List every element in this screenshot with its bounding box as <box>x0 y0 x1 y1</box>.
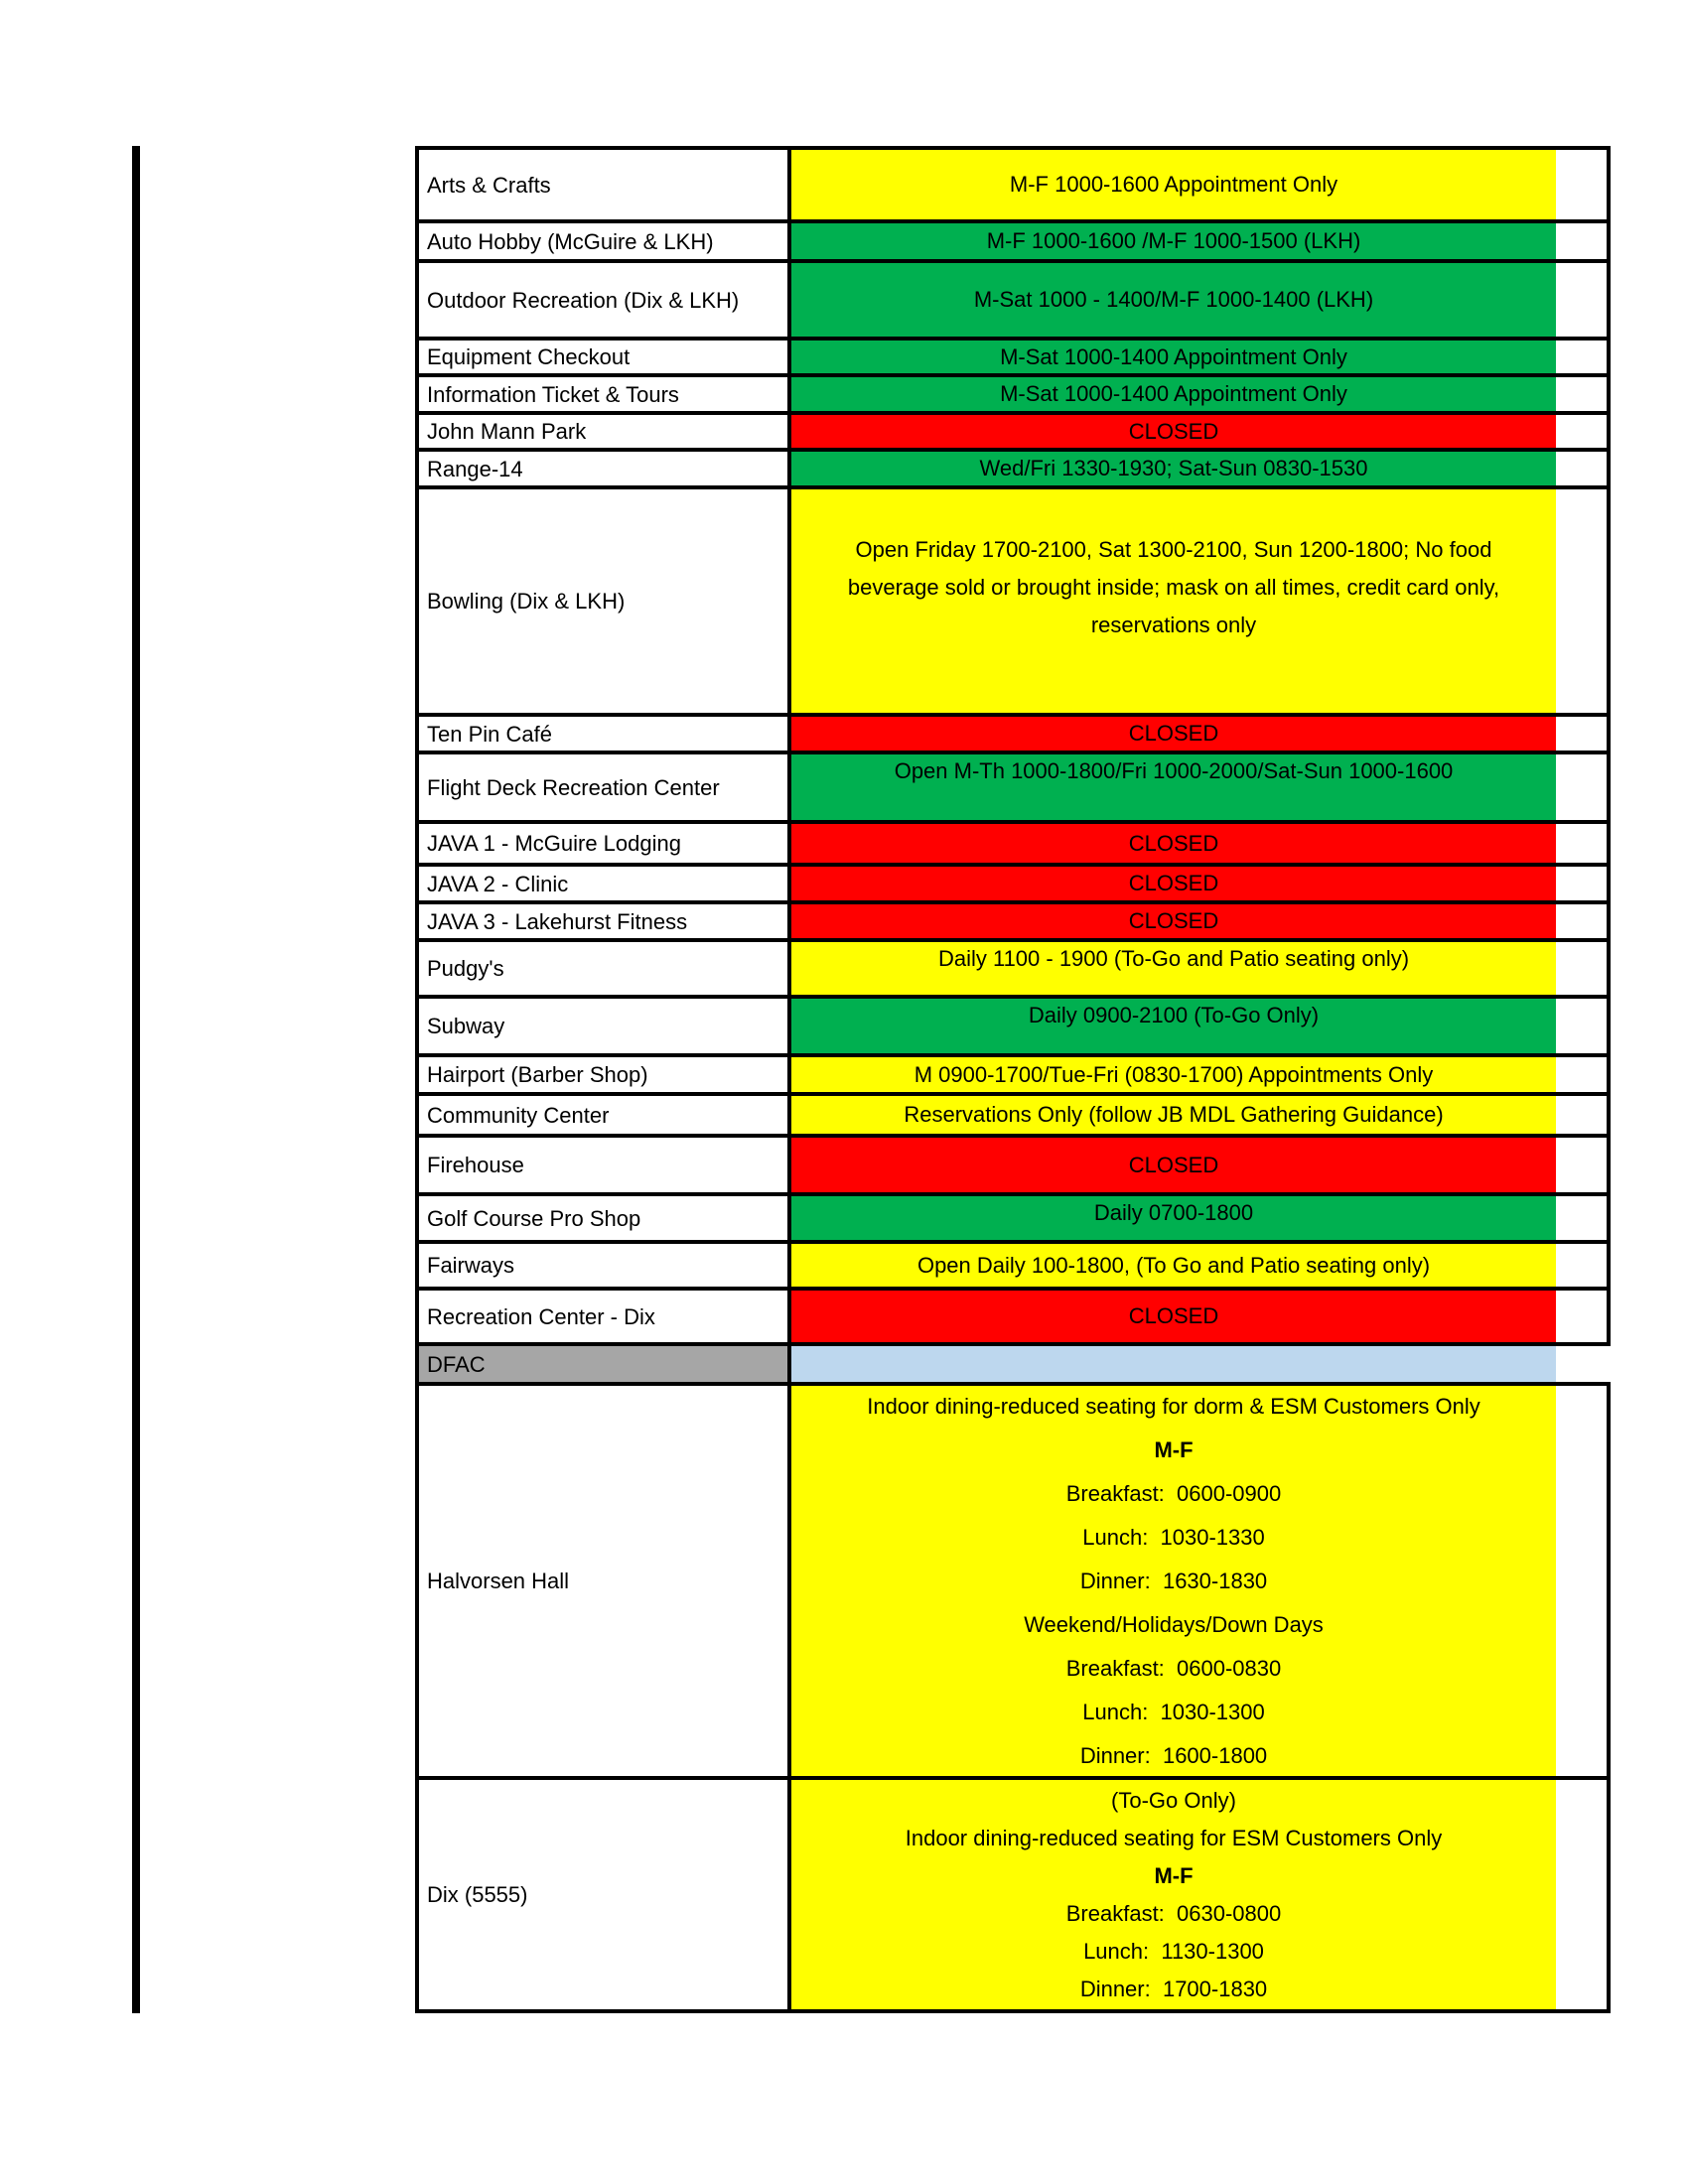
hours-line: Lunch: 1130-1300 <box>1083 1938 1264 1964</box>
facility-name-cell <box>419 1244 791 1287</box>
hours-line: Indoor dining-reduced seating for ESM Customers Only <box>905 1825 1443 1850</box>
table-row-section-dfac <box>419 1346 1611 1386</box>
hours-line: Lunch: 1030-1300 <box>1082 1699 1265 1724</box>
facility-hours-cell <box>791 150 1556 219</box>
table-row <box>419 150 1611 223</box>
closed-status: CLOSED <box>1128 830 1219 856</box>
table-row <box>419 999 1611 1057</box>
spacer-cell <box>1556 1780 1611 2009</box>
table-row <box>419 1291 1611 1346</box>
facility-hours: Reservations Only (follow JB MDL Gathering Guidance) <box>904 1102 1444 1127</box>
facility-hours-cell <box>791 999 1556 1053</box>
table-row <box>419 223 1611 263</box>
facility-name: Fairways <box>427 1253 515 1278</box>
facility-hours: M 0900-1700/Tue-Fri (0830-1700) Appointments Only <box>914 1061 1434 1087</box>
facility-hours: Wed/Fri 1330-1930; Sat-Sun 0830-1530 <box>979 456 1368 480</box>
facility-name: JAVA 1 - McGuire Lodging <box>427 831 681 856</box>
facility-name-cell <box>419 867 791 900</box>
table-row <box>419 415 1611 452</box>
facility-status-cell <box>791 717 1556 751</box>
facility-name-cell <box>419 999 791 1053</box>
facility-name-cell <box>419 1057 791 1092</box>
closed-status: CLOSED <box>1128 1152 1219 1177</box>
facility-name-cell <box>419 942 791 995</box>
spacer-cell <box>1556 999 1611 1053</box>
spacer-cell <box>1556 1196 1611 1240</box>
table-row <box>419 904 1611 942</box>
facility-name-cell <box>419 1386 791 1776</box>
closed-status: CLOSED <box>1128 1303 1219 1328</box>
facility-hours-cell <box>791 377 1556 411</box>
facility-hours-cell <box>791 1386 1556 1776</box>
spacer-cell <box>1556 1386 1611 1776</box>
table-row <box>419 263 1611 341</box>
spacer-cell <box>1556 1096 1611 1134</box>
spacer-cell <box>1556 904 1611 938</box>
hours-line: Indoor dining-reduced seating for dorm & ESM Customers Only <box>867 1393 1480 1419</box>
facility-hours-cell <box>791 754 1556 820</box>
spacer-cell <box>1556 1291 1611 1342</box>
facility-hours-cell <box>791 263 1556 337</box>
hours-line: Dinner: 1700-1830 <box>1079 1976 1268 2001</box>
hours-line: M-F <box>1154 1862 1194 1888</box>
closed-status: CLOSED <box>1128 418 1219 444</box>
table-row <box>419 341 1611 377</box>
table-row <box>419 489 1611 717</box>
section-header-fill <box>791 1346 1556 1382</box>
left-page-rule <box>132 146 140 2013</box>
facility-name-cell <box>419 1096 791 1134</box>
spacer-cell <box>1556 1138 1611 1192</box>
closed-status: CLOSED <box>1128 721 1219 746</box>
spacer-cell <box>1556 942 1611 995</box>
section-header-cell <box>419 1346 791 1382</box>
facility-name-cell <box>419 1780 791 2009</box>
closed-status: CLOSED <box>1128 871 1219 895</box>
spacer-cell <box>1556 489 1611 713</box>
facility-hours: M-F 1000-1600 Appointment Only <box>1009 172 1338 197</box>
facility-hours: M-F 1000-1600 /M-F 1000-1500 (LKH) <box>986 228 1361 253</box>
spacer-cell <box>1556 1244 1611 1287</box>
facility-hours: M-Sat 1000 - 1400/M-F 1000-1400 (LKH) <box>973 287 1374 312</box>
facility-name-cell <box>419 341 791 373</box>
facility-hours: M-Sat 1000-1400 Appointment Only <box>1000 381 1347 406</box>
facility-name: Bowling (Dix & LKH) <box>427 589 626 614</box>
hours-line: Breakfast: 0630-0800 <box>1065 1900 1282 1926</box>
facility-name: Hairport (Barber Shop) <box>427 1062 648 1087</box>
facility-hours-cell <box>791 1244 1556 1287</box>
facility-name: Dix (5555) <box>427 1882 528 1907</box>
table-row <box>419 452 1611 489</box>
table-row <box>419 1244 1611 1291</box>
table-row <box>419 754 1611 824</box>
facility-hours-table <box>415 146 1611 2013</box>
facility-name-cell <box>419 377 791 411</box>
table-row <box>419 1386 1611 1780</box>
facility-hours-cell <box>791 1780 1556 2009</box>
facility-name-cell <box>419 415 791 448</box>
facility-name-cell <box>419 263 791 337</box>
facility-name: JAVA 3 - Lakehurst Fitness <box>427 908 688 934</box>
facility-name: Community Center <box>427 1102 610 1128</box>
hours-line: Dinner: 1600-1800 <box>1079 1742 1268 1768</box>
table-row <box>419 824 1611 867</box>
facility-status-cell <box>791 867 1556 900</box>
table-row <box>419 1096 1611 1138</box>
table-row <box>419 867 1611 904</box>
hours-line: Dinner: 1630-1830 <box>1079 1568 1268 1593</box>
table-row <box>419 717 1611 754</box>
spacer-cell <box>1556 341 1611 373</box>
facility-status-cell <box>791 904 1556 938</box>
spacer-cell <box>1556 867 1611 900</box>
section-header-label: DFAC <box>427 1351 486 1377</box>
facility-name-cell <box>419 150 791 219</box>
spacer-cell <box>1556 452 1611 485</box>
spacer-cell <box>1556 1057 1611 1092</box>
facility-hours-cell <box>791 1057 1556 1092</box>
spacer-cell <box>1556 754 1611 820</box>
facility-hours-cell <box>791 223 1556 259</box>
table-row <box>419 1057 1611 1096</box>
hours-line: Weekend/Holidays/Down Days <box>1024 1611 1324 1637</box>
facility-hours: Open Daily 100-1800, (To Go and Patio seating only) <box>916 1252 1431 1278</box>
spacer-cell <box>1556 263 1611 337</box>
table-row <box>419 1196 1611 1244</box>
facility-name-cell <box>419 1138 791 1192</box>
table-row <box>419 377 1611 415</box>
facility-name: John Mann Park <box>427 419 587 444</box>
table-row <box>419 1780 1611 2013</box>
facility-status-cell <box>791 824 1556 863</box>
facility-name-cell <box>419 824 791 863</box>
facility-hours-cell <box>791 1196 1556 1240</box>
facility-name: Information Ticket & Tours <box>427 381 679 407</box>
facility-name: Ten Pin Café <box>427 721 552 747</box>
facility-status-cell <box>791 415 1556 448</box>
hours-line: Breakfast: 0600-0830 <box>1065 1655 1282 1681</box>
facility-name-cell <box>419 1196 791 1240</box>
facility-name: Golf Course Pro Shop <box>427 1205 641 1231</box>
closed-status: CLOSED <box>1128 908 1219 933</box>
facility-name: Pudgy's <box>427 956 504 981</box>
facility-hours: Daily 0700-1800 <box>1093 1200 1254 1225</box>
facility-hours-cell <box>791 452 1556 485</box>
facility-name-cell <box>419 489 791 713</box>
spacer-cell <box>1556 717 1611 751</box>
facility-hours: Open M-Th 1000-1800/Fri 1000-2000/Sat-Sun 1000-1600 <box>894 758 1454 783</box>
facility-hours: Open Friday 1700-2100, Sat 1300-2100, Sun 1200-1800; No food beverage sold or brought inside; mask on all times, credit card only, reservations only <box>847 537 1500 637</box>
facility-name: Auto Hobby (McGuire & LKH) <box>427 228 714 254</box>
facility-status-cell <box>791 1291 1556 1342</box>
facility-name: Recreation Center - Dix <box>427 1303 655 1329</box>
facility-name-cell <box>419 717 791 751</box>
facility-name: Subway <box>427 1014 505 1038</box>
table-row <box>419 942 1611 999</box>
facility-name: Halvorsen Hall <box>427 1569 570 1593</box>
hours-line: Breakfast: 0600-0900 <box>1065 1480 1282 1506</box>
facility-name-cell <box>419 223 791 259</box>
facility-hours-cell <box>791 1096 1556 1134</box>
facility-hours: M-Sat 1000-1400 Appointment Only <box>1000 343 1347 369</box>
spacer-cell <box>1556 415 1611 448</box>
facility-hours-cell <box>791 942 1556 995</box>
hours-line: M-F <box>1154 1436 1194 1462</box>
facility-hours: Daily 0900-2100 (To-Go Only) <box>1028 1003 1320 1027</box>
facility-name: JAVA 2 - Clinic <box>427 871 569 896</box>
facility-name: Flight Deck Recreation Center <box>427 774 720 800</box>
facility-name: Range-14 <box>427 456 523 481</box>
facility-hours-cell <box>791 489 1556 713</box>
facility-name: Arts & Crafts <box>427 172 551 198</box>
spacer-cell <box>1556 223 1611 259</box>
facility-status-cell <box>791 1138 1556 1192</box>
facility-name: Firehouse <box>427 1153 524 1177</box>
table-row <box>419 1138 1611 1196</box>
spacer-cell <box>1556 377 1611 411</box>
hours-line: (To-Go Only) <box>1111 1787 1236 1813</box>
facility-name-cell <box>419 452 791 485</box>
facility-name: Outdoor Recreation (Dix & LKH) <box>427 287 740 313</box>
facility-hours-cell <box>791 341 1556 373</box>
hours-line: Lunch: 1030-1330 <box>1082 1524 1265 1550</box>
facility-hours: Daily 1100 - 1900 (To-Go and Patio seating only) <box>937 946 1410 971</box>
facility-name-cell <box>419 904 791 938</box>
spacer-cell <box>1556 1346 1611 1382</box>
facility-name-cell <box>419 1291 791 1342</box>
facility-name: Equipment Checkout <box>427 344 631 369</box>
spacer-cell <box>1556 824 1611 863</box>
facility-name-cell <box>419 754 791 820</box>
spacer-cell <box>1556 150 1611 219</box>
